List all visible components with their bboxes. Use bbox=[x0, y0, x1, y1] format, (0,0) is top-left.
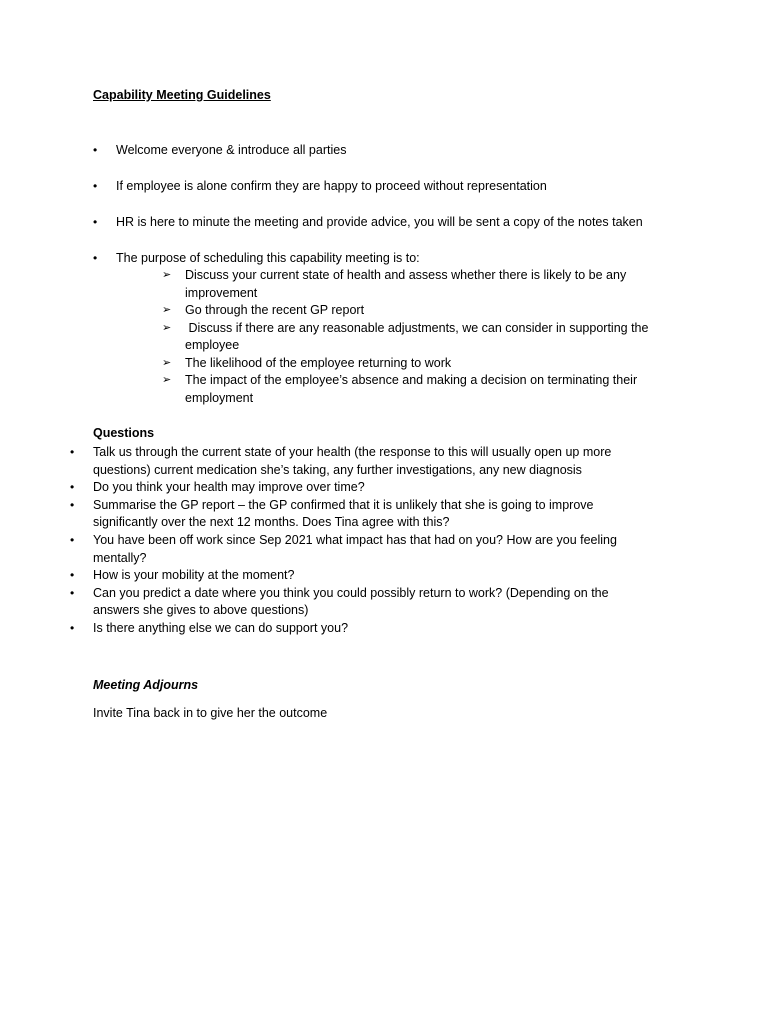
adjourn-heading: Meeting Adjourns bbox=[93, 678, 199, 692]
bullet-icon: • bbox=[70, 445, 75, 459]
purpose-sub-list bbox=[116, 267, 693, 407]
purpose-item-text: Go through the recent GP report bbox=[185, 303, 365, 317]
document-title: Capability Meeting Guidelines bbox=[93, 88, 271, 102]
question-item bbox=[70, 444, 653, 479]
arrow-bullet-icon: ➢ bbox=[162, 321, 172, 334]
arrow-bullet-icon: ➢ bbox=[162, 374, 172, 386]
bullet-icon: • bbox=[93, 143, 98, 157]
intro-item-hr-minutes bbox=[93, 213, 693, 231]
bullet-icon: • bbox=[93, 251, 98, 265]
questions-list bbox=[70, 444, 670, 638]
bullet-icon: • bbox=[93, 179, 98, 193]
bullet-icon: • bbox=[70, 585, 75, 600]
bullet-icon: • bbox=[70, 480, 75, 495]
intro-item-text: If employee is alone confirm they are happy to proceed without representation bbox=[116, 179, 547, 193]
bullet-icon: • bbox=[70, 532, 75, 547]
question-text: Summarise the GP report – the GP confirmed that it is unlikely that she is going to improve significantly over the next 12 months. Does Tina agree with this? bbox=[93, 497, 594, 530]
intro-item-text: HR is here to minute the meeting and provide advice, you will be sent a copy of the notes taken bbox=[116, 215, 643, 229]
question-text: You have been off work since Sep 2021 what impact has that had on you? How are you feeling mentally? bbox=[93, 532, 617, 565]
purpose-item bbox=[162, 320, 675, 355]
purpose-item-text: The likelihood of the employee returning to work bbox=[185, 355, 452, 370]
intro-item-representation bbox=[93, 177, 693, 195]
arrow-bullet-icon: ➢ bbox=[162, 356, 172, 369]
intro-item-text: The purpose of scheduling this capability meeting is to: bbox=[116, 251, 420, 265]
adjourn-text: Invite Tina back in to give her the outcome bbox=[93, 706, 328, 720]
purpose-item bbox=[162, 302, 675, 320]
purpose-item-text: Discuss your current state of health and assess whether there is likely to be any improvement bbox=[185, 268, 627, 300]
question-text: Talk us through the current state of your health (the response to this will usually open up more questions) current medication she’s taking, any further investigations, any new diagnosis bbox=[93, 445, 612, 477]
intro-item-welcome bbox=[93, 141, 693, 159]
intro-item-purpose bbox=[93, 249, 693, 407]
question-text: How is your mobility at the moment? bbox=[93, 568, 295, 583]
bullet-icon: • bbox=[70, 620, 75, 635]
arrow-bullet-icon: ➢ bbox=[162, 304, 172, 316]
purpose-item bbox=[162, 372, 675, 407]
question-text: Is there anything else we can do support you? bbox=[93, 620, 349, 635]
question-item bbox=[70, 620, 653, 638]
question-item bbox=[70, 532, 653, 567]
question-item bbox=[70, 585, 653, 620]
bullet-icon: • bbox=[70, 568, 75, 583]
question-item bbox=[70, 567, 653, 585]
question-item bbox=[70, 497, 653, 532]
arrow-bullet-icon: ➢ bbox=[162, 269, 172, 281]
purpose-item-text: Discuss if there are any reasonable adjustments, we can consider in supporting the employee bbox=[185, 320, 652, 352]
questions-heading: Questions bbox=[93, 426, 155, 440]
question-item bbox=[70, 479, 653, 497]
purpose-item-text: The impact of the employee’s absence and making a decision on terminating their employment bbox=[185, 373, 638, 405]
purpose-item bbox=[162, 267, 675, 302]
question-text: Do you think your health may improve over time? bbox=[93, 480, 365, 495]
bullet-icon: • bbox=[93, 215, 98, 229]
question-text: Can you predict a date where you think you could possibly return to work? (Depending on the answers she gives to above questions) bbox=[93, 585, 609, 618]
intro-list bbox=[93, 141, 693, 407]
bullet-icon: • bbox=[70, 497, 75, 512]
purpose-item bbox=[162, 355, 675, 373]
intro-item-text: Welcome everyone & introduce all parties bbox=[116, 143, 347, 157]
